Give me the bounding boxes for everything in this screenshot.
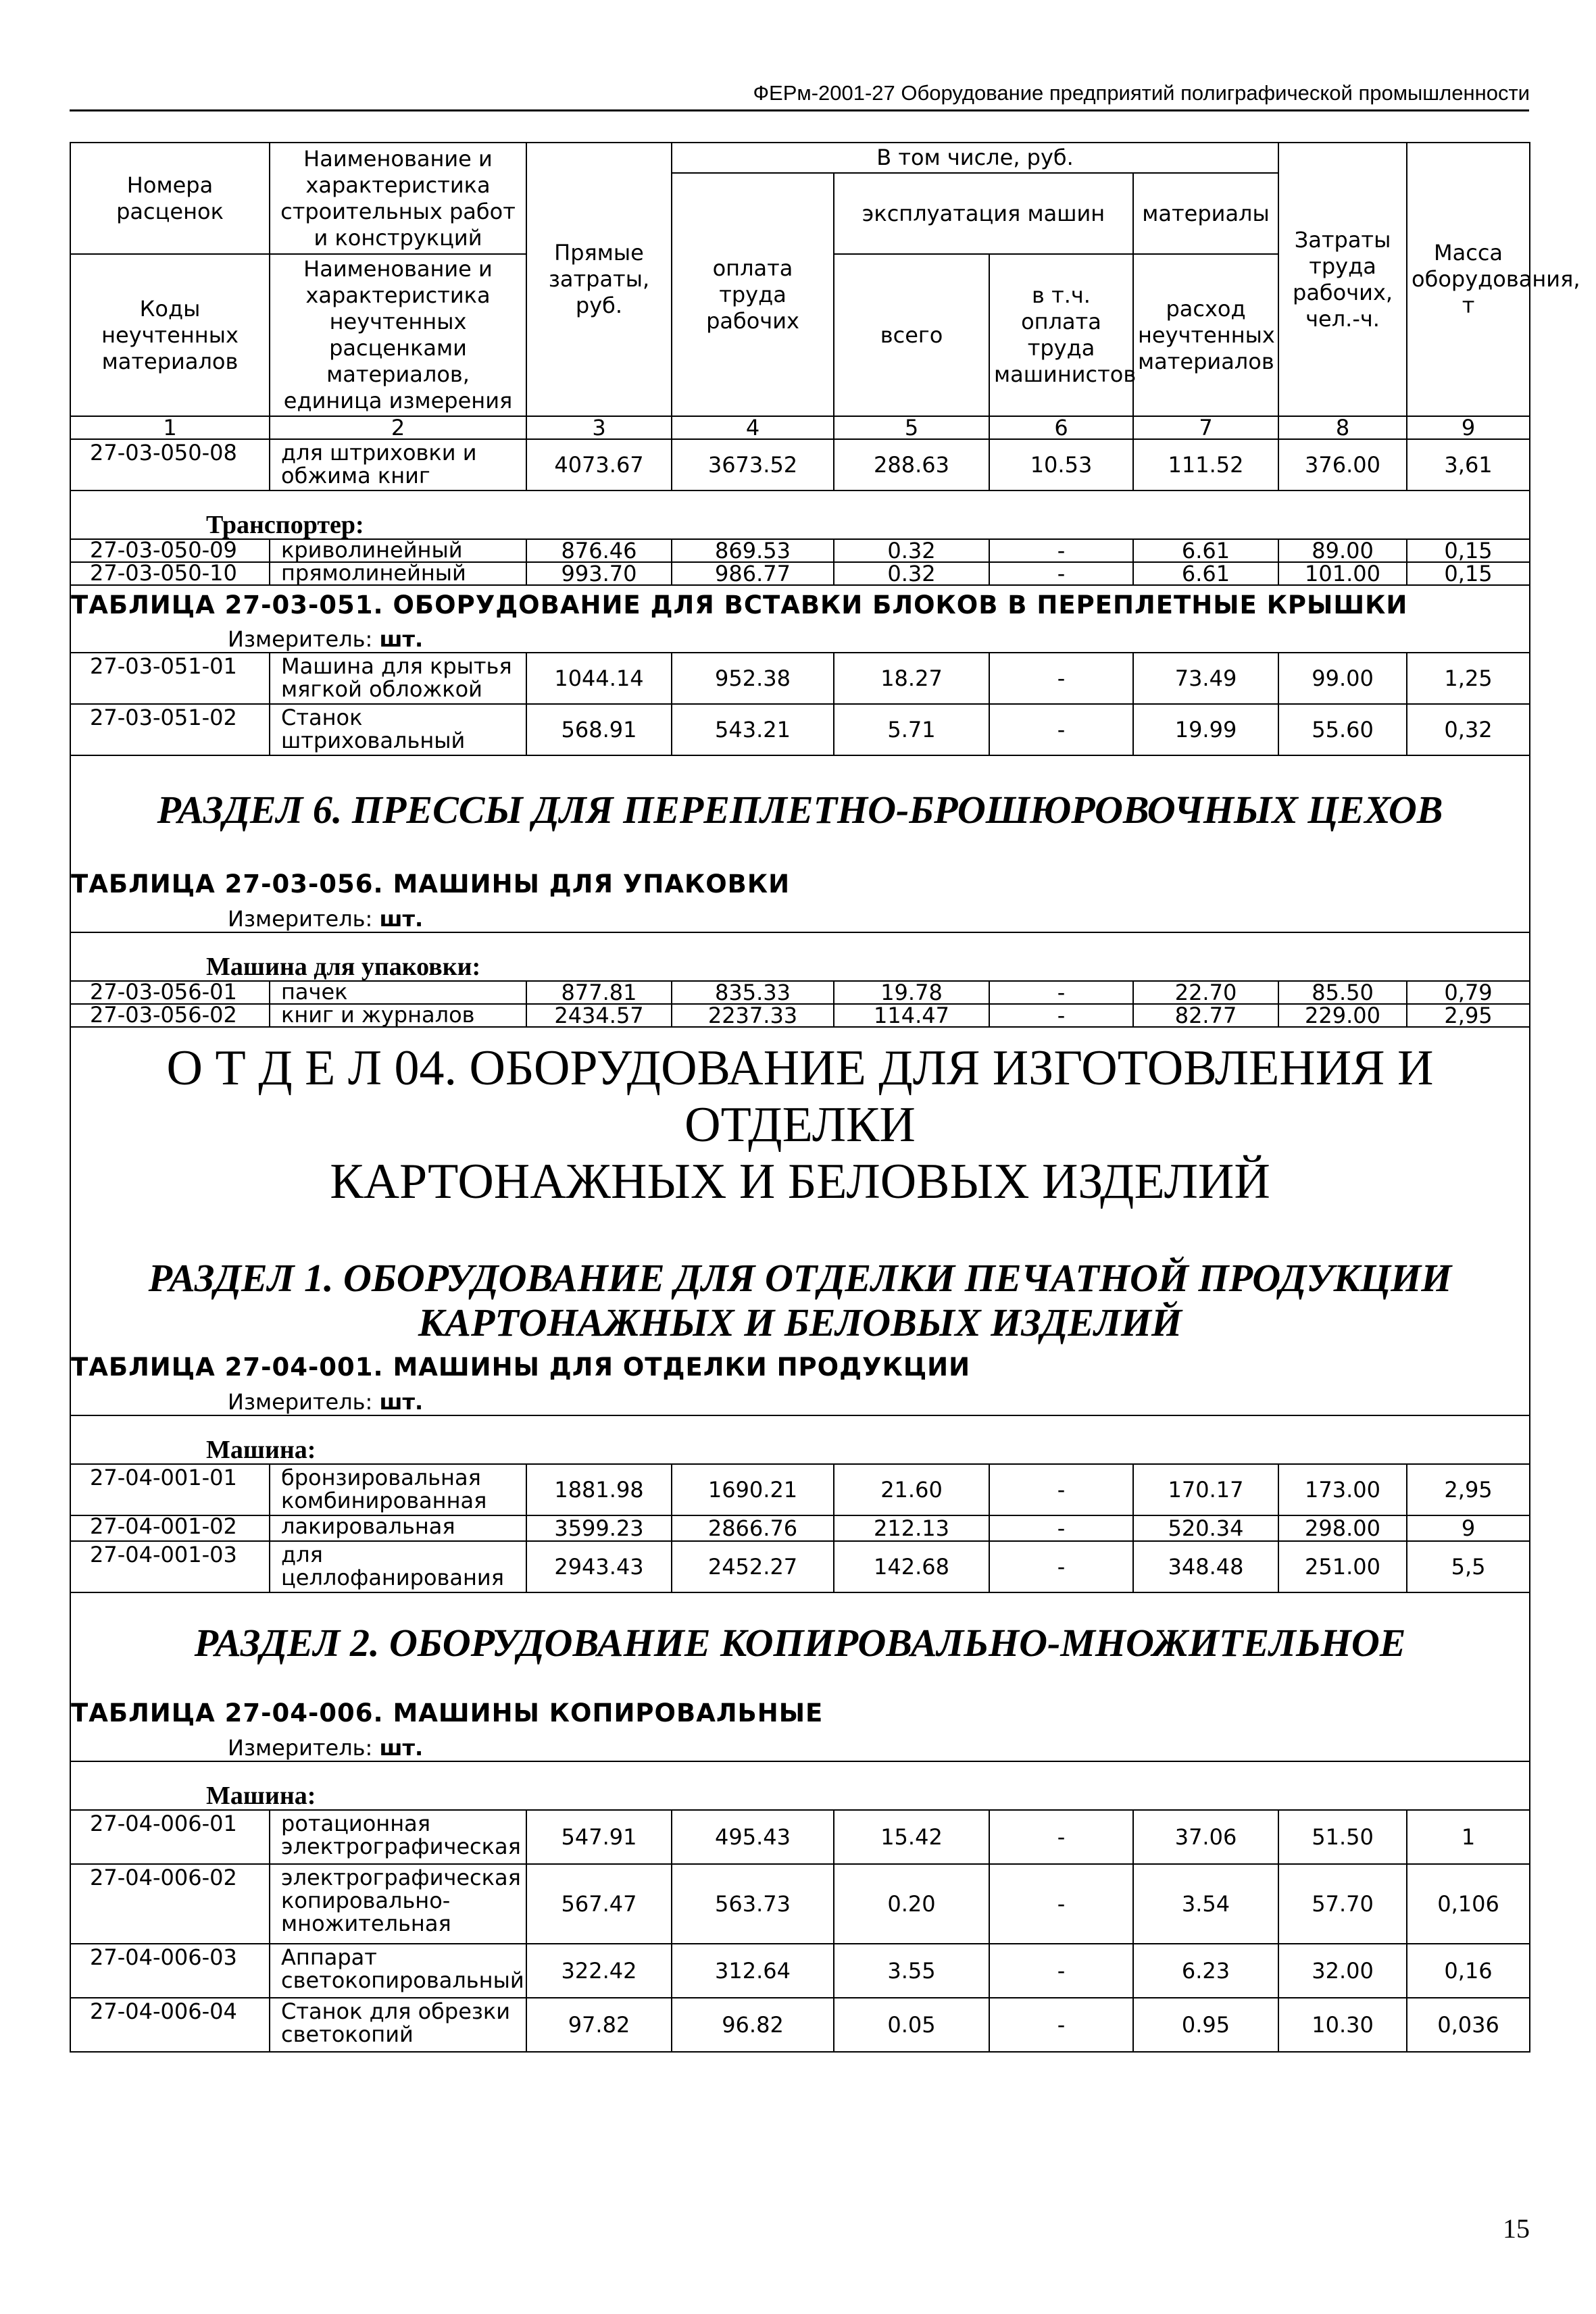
unit-row — [70, 1734, 1530, 1761]
row-name: ротационная электрографическая — [270, 1810, 526, 1864]
col-name-top: Наименование и характеристика строительных работ и конструкций — [270, 143, 526, 254]
col-number: 8 — [1278, 416, 1407, 439]
row-materials: 6.61 — [1133, 562, 1278, 585]
row-direct: 568.91 — [526, 704, 672, 755]
row-labor: 2452.27 — [672, 1541, 834, 1592]
row-name: электрографическая копировально-множительная — [270, 1864, 526, 1944]
table-row — [70, 1944, 1530, 1998]
row-direct: 567.47 — [526, 1864, 672, 1944]
section-row — [70, 1592, 1530, 1692]
row-hours: 298.00 — [1278, 1515, 1407, 1541]
col-machines-total: всего — [834, 254, 989, 416]
row-code: 27-03-050-10 — [70, 562, 270, 585]
group-label: Машина: — [206, 1782, 316, 1810]
row-labor: 96.82 — [672, 1998, 834, 2052]
row-direct: 1044.14 — [526, 653, 672, 704]
row-direct: 2434.57 — [526, 1004, 672, 1027]
group-row — [70, 1761, 1530, 1810]
row-labor: 1690.21 — [672, 1464, 834, 1515]
row-code: 27-03-056-02 — [70, 1004, 270, 1027]
table-title: ТАБЛИЦА 27-04-006. МАШИНЫ КОПИРОВАЛЬНЫЕ — [71, 1698, 824, 1728]
col-number: 3 — [526, 416, 672, 439]
row-machines: 15.42 — [834, 1810, 989, 1864]
running-header: ФЕРм-2001-27 Оборудование предприятий полиграфической промышленности — [753, 81, 1530, 105]
table-row — [70, 1515, 1530, 1541]
row-machines-pay: - — [989, 1864, 1133, 1944]
row-materials: 111.52 — [1133, 439, 1278, 491]
row-labor: 495.43 — [672, 1810, 834, 1864]
col-machines: эксплуатация машин — [834, 173, 1133, 254]
unit-label: Измеритель: — [228, 626, 373, 652]
row-machines-pay: - — [989, 1515, 1133, 1541]
unit-label: Измеритель: — [228, 905, 373, 932]
section-heading: РАЗДЕЛ 1. ОБОРУДОВАНИЕ ДЛЯ ОТДЕЛКИ ПЕЧАТНОЙ ПРОДУКЦИИ — [148, 1256, 1452, 1300]
row-machines-pay: - — [989, 1004, 1133, 1027]
row-hours: 10.30 — [1278, 1998, 1407, 2052]
unit-value: шт. — [379, 905, 424, 932]
unit-value: шт. — [379, 1388, 424, 1415]
header-rule — [70, 109, 1529, 111]
row-machines: 3.55 — [834, 1944, 989, 1998]
row-code: 27-04-001-03 — [70, 1541, 270, 1592]
row-machines-pay: - — [989, 539, 1133, 562]
col-materials-unaccounted: расход неучтенных материалов — [1133, 254, 1278, 416]
row-labor: 869.53 — [672, 539, 834, 562]
row-hours: 55.60 — [1278, 704, 1407, 755]
row-labor: 312.64 — [672, 1944, 834, 1998]
row-machines-pay: - — [989, 981, 1133, 1004]
row-code: 27-04-006-03 — [70, 1944, 270, 1998]
row-machines-pay: - — [989, 1944, 1133, 1998]
row-machines: 19.78 — [834, 981, 989, 1004]
row-machines-pay: - — [989, 1541, 1133, 1592]
unit-row — [70, 1388, 1530, 1415]
col-incl: В том числе, руб. — [672, 143, 1278, 173]
row-direct: 3599.23 — [526, 1515, 672, 1541]
col-number: 9 — [1407, 416, 1530, 439]
row-code: 27-04-006-01 — [70, 1810, 270, 1864]
row-labor: 3673.52 — [672, 439, 834, 491]
row-mass: 5,5 — [1407, 1541, 1530, 1592]
col-number: 1 — [70, 416, 270, 439]
row-labor: 563.73 — [672, 1864, 834, 1944]
col-direct: Прямые затраты, руб. — [526, 143, 672, 416]
row-machines: 0.20 — [834, 1864, 989, 1944]
row-materials: 19.99 — [1133, 704, 1278, 755]
row-labor: 2237.33 — [672, 1004, 834, 1027]
row-machines: 0.32 — [834, 562, 989, 585]
page-number: 15 — [1503, 2213, 1530, 2244]
row-machines: 212.13 — [834, 1515, 989, 1541]
col-number: 7 — [1133, 416, 1278, 439]
table-row — [70, 704, 1530, 755]
row-hours: 251.00 — [1278, 1541, 1407, 1592]
row-code: 27-03-050-08 — [70, 439, 270, 491]
row-code: 27-03-050-09 — [70, 539, 270, 562]
table-title-row — [70, 585, 1530, 626]
row-hours: 51.50 — [1278, 1810, 1407, 1864]
row-machines-pay: 10.53 — [989, 439, 1133, 491]
row-direct: 322.42 — [526, 1944, 672, 1998]
row-machines: 0.05 — [834, 1998, 989, 2052]
row-labor: 986.77 — [672, 562, 834, 585]
row-machines-pay: - — [989, 653, 1133, 704]
row-machines-pay: - — [989, 562, 1133, 585]
table-title: ТАБЛИЦА 27-03-056. МАШИНЫ ДЛЯ УПАКОВКИ — [71, 869, 791, 899]
row-mass: 9 — [1407, 1515, 1530, 1541]
table-title: ТАБЛИЦА 27-04-001. МАШИНЫ ДЛЯ ОТДЕЛКИ ПРОДУКЦИИ — [71, 1352, 971, 1382]
table-row — [70, 1004, 1530, 1027]
row-hours: 85.50 — [1278, 981, 1407, 1004]
group-row — [70, 491, 1530, 539]
row-labor: 543.21 — [672, 704, 834, 755]
row-materials: 170.17 — [1133, 1464, 1278, 1515]
row-mass: 1,25 — [1407, 653, 1530, 704]
unit-value: шт. — [379, 626, 424, 652]
row-mass: 0,106 — [1407, 1864, 1530, 1944]
row-code: 27-04-001-01 — [70, 1464, 270, 1515]
table-row — [70, 1810, 1530, 1864]
row-machines: 5.71 — [834, 704, 989, 755]
row-materials: 37.06 — [1133, 1810, 1278, 1864]
row-mass: 2,95 — [1407, 1004, 1530, 1027]
row-code: 27-04-001-02 — [70, 1515, 270, 1541]
table-row — [70, 562, 1530, 585]
row-machines: 288.63 — [834, 439, 989, 491]
unit-row — [70, 905, 1530, 932]
row-code: 27-03-056-01 — [70, 981, 270, 1004]
table-row — [70, 1998, 1530, 2052]
row-direct: 2943.43 — [526, 1541, 672, 1592]
section-heading: РАЗДЕЛ 6. ПРЕССЫ ДЛЯ ПЕРЕПЛЕТНО-БРОШЮРОВОЧНЫХ ЦЕХОВ — [157, 787, 1443, 832]
group-label: Машина для упаковки: — [206, 953, 481, 981]
row-labor: 952.38 — [672, 653, 834, 704]
row-mass: 0,79 — [1407, 981, 1530, 1004]
col-name-bottom: Наименование и характеристика неучтенных расценками материалов, единица измерения — [270, 254, 526, 416]
table-row — [70, 1464, 1530, 1515]
row-code: 27-04-006-02 — [70, 1864, 270, 1944]
row-mass: 2,95 — [1407, 1464, 1530, 1515]
row-materials: 22.70 — [1133, 981, 1278, 1004]
table-row — [70, 539, 1530, 562]
row-mass: 0,15 — [1407, 539, 1530, 562]
row-name: лакировальная — [270, 1515, 526, 1541]
row-machines: 114.47 — [834, 1004, 989, 1027]
row-mass: 1 — [1407, 1810, 1530, 1864]
row-machines-pay: - — [989, 704, 1133, 755]
row-direct: 4073.67 — [526, 439, 672, 491]
row-name: Станок штриховальный — [270, 704, 526, 755]
col-labor-cost: Затраты труда рабочих, чел.-ч. — [1278, 143, 1407, 416]
section-row — [70, 1027, 1530, 1347]
row-name: Станок для обрезки светокопий — [270, 1998, 526, 2052]
row-name: бронзировальная комбинированная — [270, 1464, 526, 1515]
row-code: 27-03-051-02 — [70, 704, 270, 755]
row-machines-pay: - — [989, 1464, 1133, 1515]
row-hours: 101.00 — [1278, 562, 1407, 585]
row-materials: 520.34 — [1133, 1515, 1278, 1541]
unit-label: Измеритель: — [228, 1734, 373, 1761]
row-machines: 18.27 — [834, 653, 989, 704]
col-labor-pay: оплата труда рабочих — [672, 173, 834, 416]
col-number: 6 — [989, 416, 1133, 439]
table-title-row — [70, 1347, 1530, 1388]
row-materials: 0.95 — [1133, 1998, 1278, 2052]
row-code: 27-04-006-04 — [70, 1998, 270, 2052]
row-machines-pay: - — [989, 1998, 1133, 2052]
row-hours: 173.00 — [1278, 1464, 1407, 1515]
table-title: ТАБЛИЦА 27-03-051. ОБОРУДОВАНИЕ ДЛЯ ВСТАВКИ БЛОКОВ В ПЕРЕПЛЕТНЫЕ КРЫШКИ — [71, 590, 1408, 620]
row-hours: 57.70 — [1278, 1864, 1407, 1944]
row-materials: 82.77 — [1133, 1004, 1278, 1027]
col-number: 5 — [834, 416, 989, 439]
row-direct: 1881.98 — [526, 1464, 672, 1515]
row-name: для штриховки и обжима книг — [270, 439, 526, 491]
row-materials: 6.23 — [1133, 1944, 1278, 1998]
unit-label: Измеритель: — [228, 1388, 373, 1415]
table-row — [70, 981, 1530, 1004]
row-materials: 6.61 — [1133, 539, 1278, 562]
section-heading: КАРТОНАЖНЫХ И БЕЛОВЫХ ИЗДЕЛИЙ — [418, 1301, 1182, 1344]
row-labor: 2866.76 — [672, 1515, 834, 1541]
row-mass: 0,036 — [1407, 1998, 1530, 2052]
row-name: Машина для крытья мягкой обложкой — [270, 653, 526, 704]
header-row — [70, 143, 1530, 173]
row-hours: 376.00 — [1278, 439, 1407, 491]
row-direct: 876.46 — [526, 539, 672, 562]
row-name: криволинейный — [270, 539, 526, 562]
col-number: 2 — [270, 416, 526, 439]
col-code-top: Номера расценок — [70, 143, 270, 254]
row-direct: 993.70 — [526, 562, 672, 585]
row-name: пачек — [270, 981, 526, 1004]
row-hours: 89.00 — [1278, 539, 1407, 562]
row-hours: 32.00 — [1278, 1944, 1407, 1998]
col-number: 4 — [672, 416, 834, 439]
row-materials: 348.48 — [1133, 1541, 1278, 1592]
table-row — [70, 1541, 1530, 1592]
row-name: книг и журналов — [270, 1004, 526, 1027]
col-materials: материалы — [1133, 173, 1278, 254]
table-row — [70, 653, 1530, 704]
column-numbers — [70, 416, 1530, 439]
unit-value: шт. — [379, 1734, 424, 1761]
row-mass: 3,61 — [1407, 439, 1530, 491]
table-title-row — [70, 1692, 1530, 1734]
row-mass: 0,15 — [1407, 562, 1530, 585]
table-title-row — [70, 863, 1530, 905]
division-heading: О Т Д Е Л 04. ОБОРУДОВАНИЕ ДЛЯ ИЗГОТОВЛЕНИЯ И ОТДЕЛКИ — [166, 1040, 1434, 1153]
row-machines-pay: - — [989, 1810, 1133, 1864]
row-direct: 877.81 — [526, 981, 672, 1004]
table-row — [70, 439, 1530, 491]
group-row — [70, 1415, 1530, 1464]
price-table — [70, 142, 1580, 2053]
row-mass: 0,32 — [1407, 704, 1530, 755]
row-name: для целлофанирования — [270, 1541, 526, 1592]
section-heading: РАЗДЕЛ 2. ОБОРУДОВАНИЕ КОПИРОВАЛЬНО-МНОЖИТЕЛЬНОЕ — [194, 1620, 1406, 1665]
unit-row — [70, 626, 1530, 653]
row-code: 27-03-051-01 — [70, 653, 270, 704]
row-direct: 97.82 — [526, 1998, 672, 2052]
group-label: Транспортер: — [206, 511, 364, 539]
section-row — [70, 755, 1530, 863]
col-code-bottom: Коды неучтенных материалов — [70, 254, 270, 416]
col-mass: Масса оборудования, т — [1407, 143, 1530, 416]
row-hours: 229.00 — [1278, 1004, 1407, 1027]
group-row — [70, 932, 1530, 981]
row-direct: 547.91 — [526, 1810, 672, 1864]
row-materials: 73.49 — [1133, 653, 1278, 704]
row-labor: 835.33 — [672, 981, 834, 1004]
table-row — [70, 1864, 1530, 1944]
col-machines-pay: в т.ч. оплата труда машинистов — [989, 254, 1133, 416]
row-machines: 21.60 — [834, 1464, 989, 1515]
division-heading: КАРТОНАЖНЫХ И БЕЛОВЫХ ИЗДЕЛИЙ — [330, 1154, 1270, 1209]
row-mass: 0,16 — [1407, 1944, 1530, 1998]
group-label: Машина: — [206, 1436, 316, 1464]
row-name: прямолинейный — [270, 562, 526, 585]
row-hours: 99.00 — [1278, 653, 1407, 704]
row-machines: 142.68 — [834, 1541, 989, 1592]
row-machines: 0.32 — [834, 539, 989, 562]
row-name: Аппарат светокопировальный — [270, 1944, 526, 1998]
row-materials: 3.54 — [1133, 1864, 1278, 1944]
